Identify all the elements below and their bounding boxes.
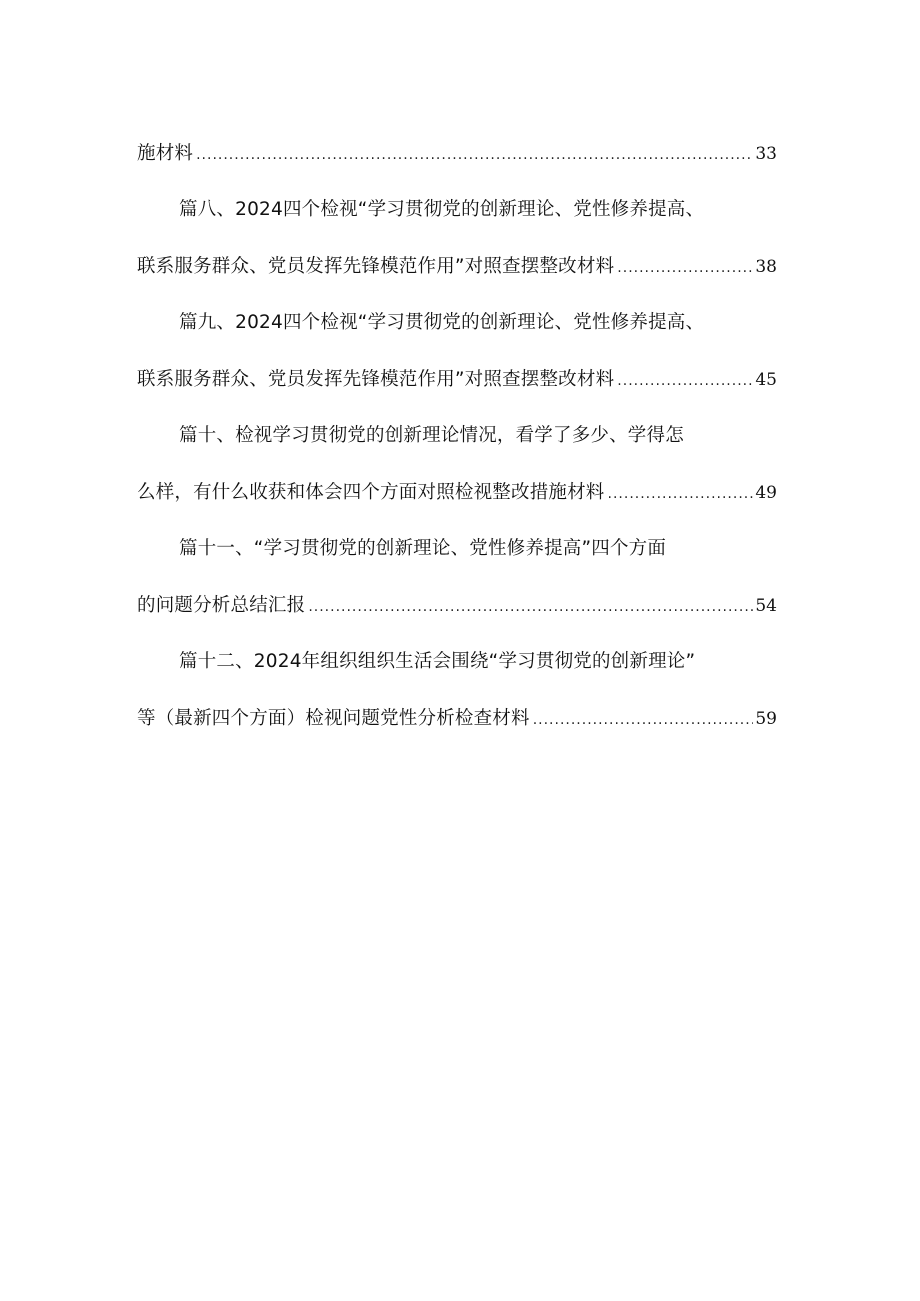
toc-entry-last-line[interactable] (137, 479, 777, 507)
toc-page-number: 54 (755, 596, 777, 616)
toc-entry-title: 篇九、2024四个检视“学习贯彻党的创新理论、党性修养提高、 (179, 312, 705, 333)
toc-entry-text: 联系服务群众、党员发挥先锋模范作用”对照查摆整改材料 (137, 256, 615, 277)
toc-entry-last-line[interactable] (137, 366, 777, 394)
toc-entry-last-line[interactable] (137, 253, 777, 281)
toc-entry-text: 的问题分析总结汇报 (137, 595, 306, 616)
toc-page-number: 45 (755, 370, 777, 390)
toc-entry-text: 等（最新四个方面）检视问题党性分析检查材料 (137, 708, 530, 729)
toc-entry-first-line[interactable] (179, 309, 777, 337)
toc-entry-title: 篇八、2024四个检视“学习贯彻党的创新理论、党性修养提高、 (179, 199, 705, 220)
toc-entry-first-line[interactable] (179, 196, 777, 224)
toc-entry-last-line[interactable] (137, 705, 777, 733)
dot-leader (533, 706, 754, 733)
dot-leader (608, 480, 754, 507)
dot-leader (308, 593, 753, 620)
toc-entry-text: 联系服务群众、党员发挥先锋模范作用”对照查摆整改材料 (137, 369, 615, 390)
dot-leader (617, 367, 753, 394)
toc-entry-first-line[interactable] (179, 535, 777, 563)
toc-entry-first-line[interactable] (179, 422, 777, 450)
dot-leader (617, 254, 753, 281)
toc-entry-title: 篇十一、“学习贯彻党的创新理论、党性修养提高”四个方面 (179, 538, 667, 559)
toc-entry-last-line[interactable] (137, 592, 777, 620)
toc-entry-last-line[interactable] (137, 140, 777, 168)
table-of-contents (137, 140, 777, 733)
toc-entry-title: 篇十、检视学习贯彻党的创新理论情况，看学了多少、学得怎 (179, 425, 684, 446)
toc-page-number: 49 (755, 483, 777, 503)
toc-entry-first-line[interactable] (179, 648, 777, 676)
dot-leader (196, 141, 753, 168)
toc-entry-text: 么样，有什么收获和体会四个方面对照检视整改措施材料 (137, 482, 605, 503)
toc-entry-title: 篇十二、2024年组织组织生活会围绕“学习贯彻党的创新理论” (179, 651, 696, 672)
toc-page-number: 38 (755, 257, 777, 277)
toc-page-number: 33 (755, 144, 777, 164)
toc-entry-text: 施材料 (137, 143, 194, 164)
toc-page-number: 59 (755, 709, 777, 729)
